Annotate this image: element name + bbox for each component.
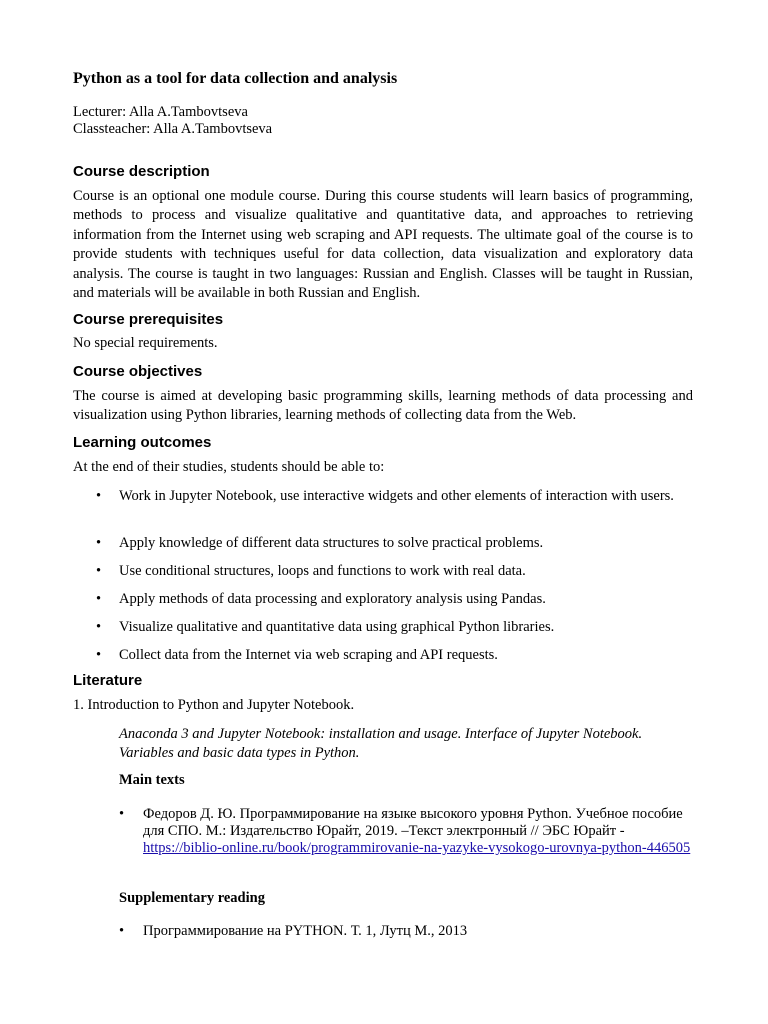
list-item-text: Use conditional structures, loops and functions to work with real data. — [119, 563, 526, 579]
list-item-text: Collect data from the Internet via web scraping and API requests. — [119, 647, 498, 663]
prerequisites-text: No special requirements. — [73, 335, 218, 351]
learning-outcomes-heading: Learning outcomes — [73, 434, 212, 451]
bullet-icon: • — [119, 806, 125, 822]
bullet-icon: • — [96, 647, 102, 663]
document-title: Python as a tool for data collection and analysis — [73, 70, 398, 87]
bullet-icon: • — [96, 591, 102, 607]
bullet-icon: • — [96, 619, 102, 635]
prerequisites-heading: Course prerequisites — [73, 311, 224, 328]
main-texts-heading: Main texts — [119, 772, 185, 788]
course-description-heading: Course description — [73, 163, 210, 180]
topic-1-description: Anaconda 3 and Jupyter Notebook: installation and usage. Interface of Jupyter Notebook. Variables and basic data types in Python. — [119, 726, 643, 762]
objectives-heading: Course objectives — [73, 363, 203, 380]
list-item-text: Apply knowledge of different data structures to solve practical problems. — [119, 535, 544, 551]
objectives-text: The course is aimed at developing basic programming skills, learning methods of data processing and visualization using Python libraries, learning methods of collecting data from the Web. — [73, 388, 693, 424]
lecturer-line: Lecturer: Alla A.Tambovtseva — [73, 104, 248, 120]
supplementary-reading-heading: Supplementary reading — [119, 890, 265, 906]
course-description-text: Course is an optional one module course. During this course students will learn basics of programming, methods to process and visualize qualitative and quantitative data, and approaches to retrieving information from the Internet using web scraping and API requests. The ultimate goal of the course is to provide students with techniques useful for data collection, data visualization and exploratory data analysis. The course is taught in two languages: Russian and English. Classes will be taught in Russian, and materials will be available in both Russian and English. — [73, 188, 693, 302]
list-item-text: Work in Jupyter Notebook, use interactive widgets and other elements of interaction with users. — [119, 488, 674, 504]
list-item-text: Visualize qualitative and quantitative data using graphical Python libraries. — [119, 619, 555, 635]
literature-heading: Literature — [73, 672, 143, 689]
reference-text: Программирование на PYTHON. Т. 1, Лутц М., 2013 — [143, 923, 468, 939]
list-item-text: Apply methods of data processing and exploratory analysis using Pandas. — [119, 591, 546, 607]
learning-outcomes-intro: At the end of their studies, students should be able to: — [73, 459, 385, 475]
bullet-icon: • — [96, 535, 102, 551]
bullet-icon: • — [96, 488, 102, 504]
reference-text: Федоров Д. Ю. Программирование на языке высокого уровня Python. Учебное пособие для СПО. М.: Издательство Юрайт, 2019. –Текст электронный // ЭБС Юрайт - — [143, 806, 683, 839]
bullet-icon: • — [119, 923, 125, 939]
classteacher-line: Classteacher: Alla A.Tambovtseva — [73, 121, 273, 137]
literature-topic-1: 1. Introduction to Python and Jupyter Notebook. — [73, 697, 355, 713]
bullet-icon: • — [96, 563, 102, 579]
reference-link[interactable]: https://biblio-online.ru/book/programmirovanie-na-yazyke-vysokogo-urovnya-python-446505 — [143, 840, 691, 856]
